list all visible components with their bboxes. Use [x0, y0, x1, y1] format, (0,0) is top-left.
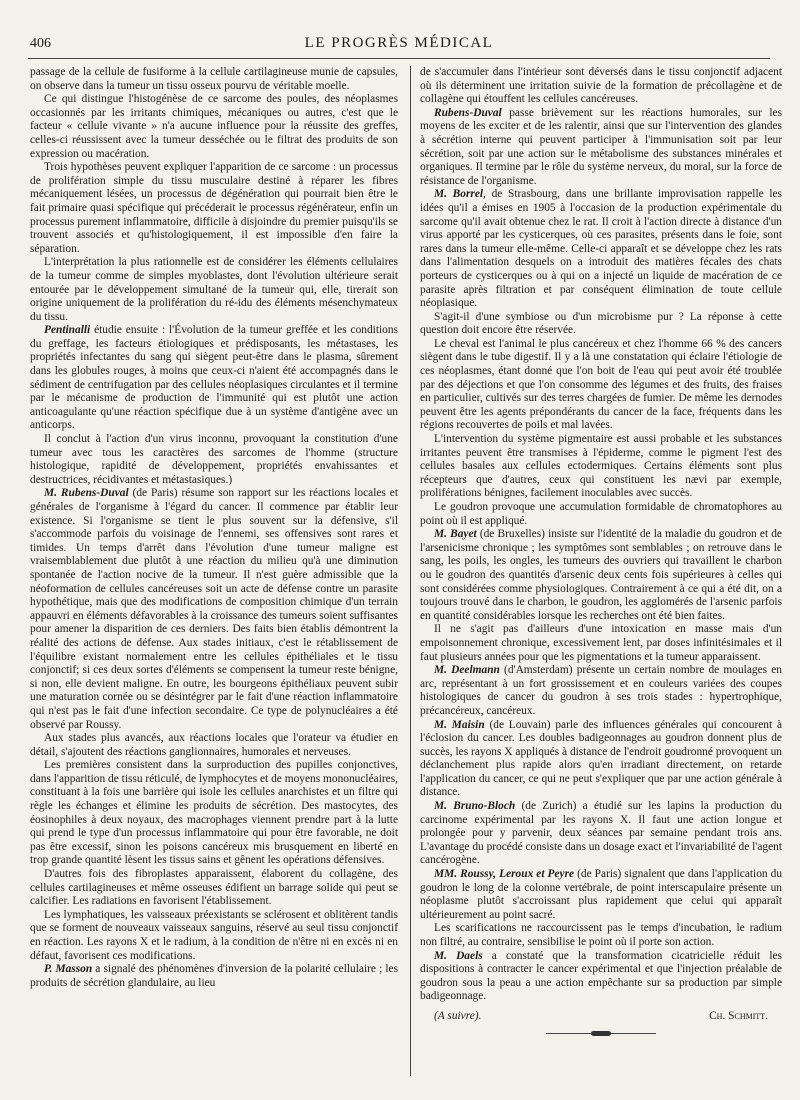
paragraph-text: Le goudron provoque une accumulation formidable de chromatophores au point où il est appliqué.: [420, 501, 782, 527]
end-ornament: [546, 1032, 656, 1036]
paragraph-text: L'intervention du système pigmentaire est aussi probable et les substances irritantes peuvent être transmises à l'épiderme, comme le pigment l'est des cellules basales aux cellules ectodermiques. Certains éléments sont plus récepteurs que d'autres, ceux qui constituent les nævi par exemple, proliférations bénignes, facilement inoculables avec succès.: [420, 433, 782, 500]
paragraph-text: Il conclut à l'action d'un virus inconnu, provoquant la constitution d'une tumeur avec tous les caractères des sarcomes de l'homme (structure histologique, rapidité de développement, propriétés envahissantes et destructrices, récidivantes et métastasiques.): [30, 433, 398, 486]
paragraph: [420, 107, 782, 189]
paragraph-text: Le cheval est l'animal le plus cancéreux et chez l'homme 66 % des cancers siègent dans le tube digestif. Il y a là une constatation qui éclaire l'étiologie de ces néoplasmes, étant donné que l'on boit de l'eau qui peut avoir été troublée par des déjections et que l'on consomme des légumes et des fruits, des fraises en particulier, cultivés sur des terres chargées de fumier. De même les dernodes peuvent être les agents prépondérants du cancer de la face, fréquents dans les régions recouvertes de poils et mal lavées.: [420, 337, 782, 432]
paragraph: [30, 66, 398, 93]
paragraph: [30, 909, 398, 963]
page-number: 406: [30, 36, 51, 51]
paragraph: [420, 188, 782, 310]
paragraph: [420, 922, 782, 949]
paragraph: [30, 759, 398, 868]
paragraph: [420, 868, 782, 922]
author-name: M. Maisin: [434, 718, 485, 731]
author-name: Pentinalli: [44, 324, 91, 337]
author-name: M. Deelmann: [434, 664, 500, 677]
paragraph-text: (de Paris) résume son rapport sur les réactions locales et générales de l'organisme à l'égard du cancer. Il commence par établir leur existence. Si l'organisme se tient le plus souvent sur la défensive, s'il s'accommode parfois du voisinage de l'ennemi, ses offensives sont rares et timides. Un temps d'arrêt dans l'évolution d'une tumeur maligne est vraisemblablement due plutôt à une réaction du milieu qu'à une diminution spontanée de l'action nocive de la tumeur. Il n'est guère admissible que la néoformation de cellules cancéreuses soit un acte de défense contre un parasite hypothétique, mais que des modifications de composition chimique d'un terrain appauvri en éléments défavorables à la croissance des tumeurs soient suffisantes pour amener la disparition de ces derniers. Des faits bien établis démontrent la réalité des actions de défense. Aux stades initiaux, c'est le rétablissement de l'équilibre existant normalement entre les cellules épithéliales et le tissu conjonctif; si ces deux sortes d'éléments se compensent la tumeur reste bénigne, si non, elle devient maligne. En outre, les bourgeons épithéliaux peuvent subir une maturation cornée ou se désintégrer par le fait d'une réaction inflammatoire qui n'est pas le fait d'une infection secondaire. Ce type de polynucléaires a été observé par Roussy.: [30, 487, 398, 731]
paragraph: [30, 963, 398, 990]
author-name: M. Bayet: [434, 528, 477, 541]
paragraph-text: passe brièvement sur les réactions humorales, sur les moyens de les exciter et de les ralentir, ainsi que sur l'intervention des glandes à sécrétion interne qui peuvent participer à l'immunisation soit par leur sécrétion, soit par une action sur le métabolisme des substances minérales et organiques. Il termine par le rôle du système nerveux, du moral, sur la force de résistance de l'organisme.: [420, 106, 782, 187]
paragraph: [420, 623, 782, 664]
paragraph-text: passage de la cellule de fusiforme à la cellule cartilagineuse munie de capsules, on observe dans la tumeur un tissu osseux pourvu de véritable moelle.: [30, 66, 398, 92]
paragraph-text: (de Zurich) a étudié sur les lapins la production du carcinome expérimental par les rayons X. Il faut une action longue et prolongée pour y parvenir, deux séances par semaine pendant trois ans. L'avantage du procédé consiste dans un dosage exact et l'invariabilité de l'agent cancérogène.: [420, 800, 782, 867]
paragraph: [420, 528, 782, 623]
paragraph-text: (de Bruxelles) insiste sur l'identité de la maladie du goudron et de l'arsenicisme chronique ; les symptômes sont semblables ; on retrouve dans le sang, les poils, les ongles, les tumeurs des ouvriers qui travaillent le charbon ou le goudron des quantités d'arsenic deux cents fois supérieures à celles qui sont considérées comme physiologiques. Contrairement à ce qui a été dit, on a toujours trouvé dans le charbon, le goudron, les agglomérés de l'arsenic parfois en quantité considérables lorsque les recherches ont été bien faites.: [420, 528, 782, 622]
paragraph: [420, 311, 782, 338]
paragraph-text: Ce qui distingue l'histogénèse de ce sarcome des poules, des néoplasmes occasionnés par les irritants chimiques, mécaniques ou autres, c'est que le facteur « cellule vivante » n'a aucune influence pour la réussite des greffes, celles-ci réussissent avec la tumeur desséchée ou le filtrat des produits de son expression ou macération.: [30, 93, 398, 160]
paragraph: [30, 868, 398, 909]
author-name: Rubens-Duval: [434, 106, 502, 119]
paragraph-text: Les scarifications ne raccourcissent pas le temps d'incubation, le radium non filtré, au contraire, sensibilise le point où il porte son action.: [420, 922, 782, 948]
paragraph: [30, 433, 398, 487]
author-name: M. Daels: [434, 949, 483, 962]
paragraph: [30, 256, 398, 324]
left-column: [30, 66, 398, 1081]
author-name: M. Rubens-Duval: [44, 487, 129, 500]
paragraph-text: Il ne s'agit pas d'ailleurs d'une intoxication en masse mais d'un empoisonnement chronique, excessivement lent, par doses infinitésimales et il faut plusieurs années pour que les pigmentations et la tumeur apparaissent.: [420, 623, 782, 663]
paragraph-text: Aux stades plus avancés, aux réactions locales que l'orateur va étudier en détail, s'ajoutent des réactions ganglionnaires, humorales et nerveuses.: [30, 732, 398, 758]
paragraph: [420, 800, 782, 868]
paragraph: [420, 501, 782, 528]
paragraph: [420, 664, 782, 718]
paragraph-text: , de Strasbourg, dans une brillante improvisation rappelle les idées qu'il a émises en 1905 à l'occasion de la production expérimentale du sarcome qu'il avait obtenue chez le rat. Il croit à l'action directe à distance d'un virus apporté par les cysticerques, où ces parasites, présents dans le foie, sont rares dans la tumeur elle-même. Celle-ci apparaît et se développe chez les rats dans l'alimentation desquels on a introduit des matières fécales des chats porteurs de cysticerques ou à qui on a injecté un liquide de macération de ce parasite après filtration et par conséquent élimination de toute cellule néoplasique.: [420, 188, 782, 310]
paragraph: [420, 719, 782, 801]
paragraph-text: étudie ensuite : l'Évolution de la tumeur greffée et les conditions du greffage, les facteurs étiologiques et prédisposants, les métastases, les propriétés infectantes du sang qui siègent peut-être dans le plasma, sûrement dans les globules rouges, à moins que ceux-ci n'aient été accompagnés dans le sédiment de centrifugation par des cellules néoplasiques circulantes et il termine par le mécanisme de production de l'immunité qui est plutôt une action anticoagulante qu'une réaction spécifique due à un système d'antigène avec un anticorps.: [30, 324, 398, 432]
column-divider: [410, 66, 411, 1076]
paragraph-text: a signalé des phénomènes d'inversion de la polarité cellulaire ; les produits de sécrétion glandulaire, au lieu: [30, 963, 398, 989]
paragraph-text: Les lymphatiques, les vaisseaux préexistants se sclérosent et oblitèrent tandis que se forment de nouveaux vaisseaux sanguins, réservé au seul tissu conjonctif en réaction. Les rayons X et le radium, à la condition de n'être ni en excès ni en défaut, favorisent ces modifications.: [30, 908, 398, 962]
paragraph-text: L'interprétation la plus rationnelle est de considérer les éléments cellulaires de la tumeur comme de simples myoblastes, dont l'évolution ultérieure serait entourée par le développement simultané de la tumeur qui, elle, tirerait son origine uniquement de la prolifération du ré-idu des éléments mésenchymateux du tissu.: [30, 256, 398, 323]
paragraph: [420, 433, 782, 501]
paragraph-text: Trois hypothèses peuvent expliquer l'apparition de ce sarcome : un processus de prolifération simple du tissu musculaire destiné à réparer les fibres mécaniquement lésées, un processus de dégénération qui pourrait bien être le fait primaire quasi spécifique qui précéderait le processus régénérateur, enfin un processus purement inflammatoire, difficile à disjoindre du premier puisqu'ils se trouvent associés et qu'histologiquement, il est impossible d'en faire la séparation.: [30, 161, 398, 255]
author-name: P. Masson: [44, 963, 93, 976]
paragraph-text: (de Louvain) parle des influences générales qui concourent à l'éclosion du cancer. Les doubles badigeonnages au goudron donnent plus de succès, les rayons X appliqués à distance de l'endroit goudronné provoquent un déclanchement plus rapide alors qu'en irradiant directement, on retarde l'application du cancer, ce qui ne peut s'expliquer que par une action générale à distance.: [420, 718, 782, 799]
paragraph: [30, 324, 398, 433]
paragraph: [30, 161, 398, 256]
paragraph: [420, 338, 782, 433]
paragraph-text: S'agit-il d'une symbiose ou d'un microbisme pur ? La réponse à cette question doit encore être réservée.: [420, 310, 782, 337]
paragraph: [30, 487, 398, 732]
paragraph-text: (d'Amsterdam) présente un certain nombre de moulages en arc, représentant à un fort grossissement et en couleurs variées des coupes histologiques de cancer du goudron à ses trois stades : hypertrophique, précancéreux, cancéreux.: [420, 664, 782, 717]
paragraph: [30, 732, 398, 759]
signature-line: [420, 1010, 782, 1024]
to-be-continued-note: (A suivre).: [434, 1009, 482, 1022]
page-header: [28, 30, 770, 59]
paragraph-text: D'autres fois des fibroplastes apparaissent, élaborent du collagène, des cellules cartilagineuses et même osseuses édifient un barrage solide qui peut se calcifier. Les radiations en favorisent l'établissement.: [30, 868, 398, 908]
paragraph-text: de s'accumuler dans l'intérieur sont déversés dans le tissu conjonctif adjacent où ils déterminent une irritation suivie de la formation de précollagène et de collagène qui étouffent les cellules cancéreuses.: [420, 66, 782, 106]
paragraph: [420, 950, 782, 1004]
running-title: LE PROGRÈS MÉDICAL: [304, 35, 494, 51]
author-name: M. Borrel: [434, 188, 484, 201]
paragraph: [30, 93, 398, 161]
paragraph-text: a constaté que la transformation cicatricielle réduit les dispositions à contracter le cancer expérimental et que l'injection préalable de goudron sous la peau a une action empêchante sur sa production par simple badigeonnage.: [420, 949, 782, 1003]
paragraph-text: (de Paris) signalent que dans l'application du goudron le long de la colonne vertébrale, de point interscapulaire présente un néoplasme plutôt s'accroissant plus rapidement que celui qui apparaît ultérieurement au point sacré.: [420, 868, 782, 921]
paragraph: [420, 66, 782, 107]
paragraph-text: Les premières consistent dans la surproduction des pupilles conjonctives, dans l'apparition de tissu réticulé, de lymphocytes et de moyens mononucléaires, constituant à la fois une barrière qui isole les cellules anarchistes et un filtre qui règle les échanges et élimine les produits de sécrétion. Des mastocytes, des éosinophiles à deux noyaux, des macrophages viennent prendre part à la lutte qui prend le type d'un processus inflammatoire qui pour être favorable, ne doit pas être excessif, sinon les poisons cancéreux mis brusquement en liberté en trop grande quantité lèsent les tissus sains et gênent les opérations défensives.: [30, 759, 398, 867]
article-author-signature: Ch. Schmitt.: [709, 1009, 768, 1022]
author-name: M. Bruno-Bloch: [434, 800, 516, 813]
right-column: [420, 66, 782, 1081]
author-name: MM. Roussy, Leroux et Peyre: [434, 868, 575, 881]
